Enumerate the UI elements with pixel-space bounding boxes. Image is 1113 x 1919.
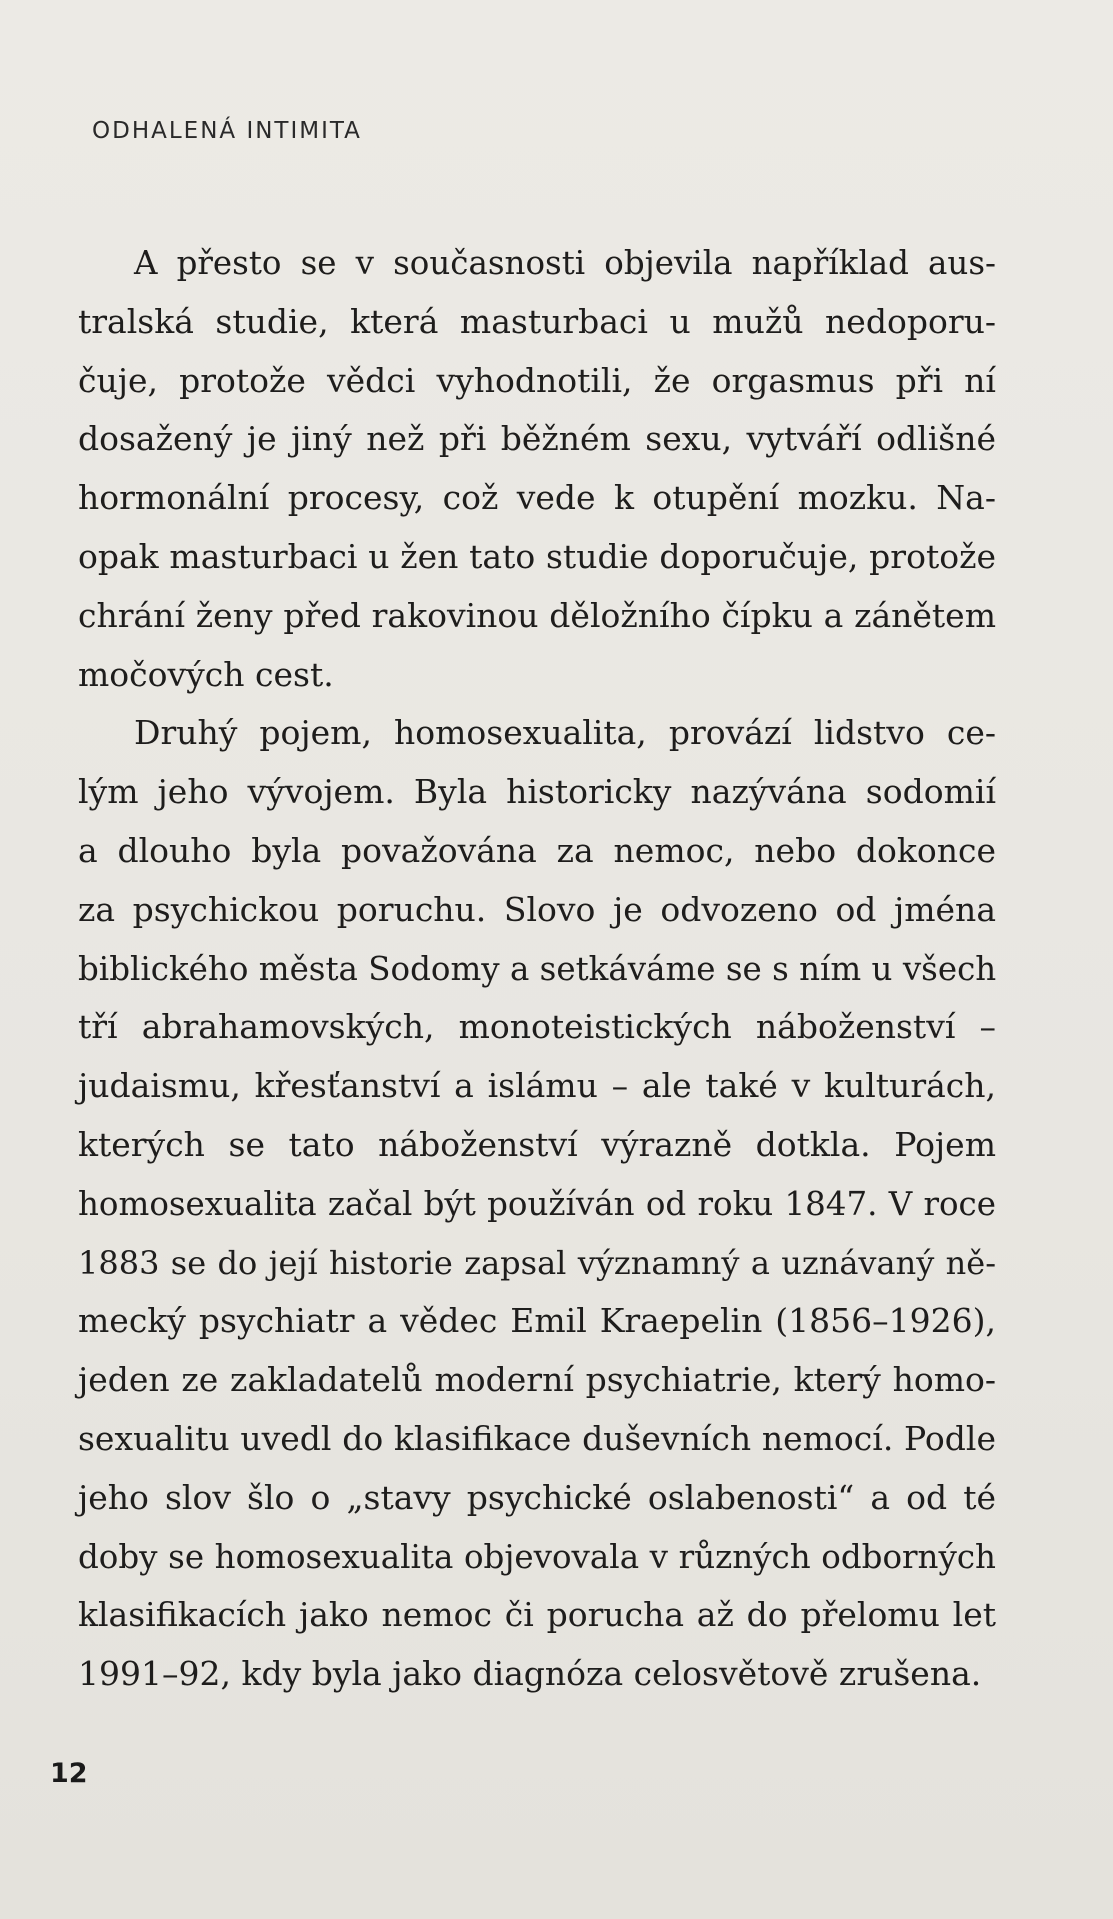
- text-line: opak masturbaci u žen tato studie doporučuje, protože: [78, 536, 996, 576]
- text-line: a dlouho byla považována za nemoc, nebo dokonce: [78, 830, 996, 870]
- text-line: biblického města Sodomy a setkáváme se s ním u všech: [78, 949, 997, 988]
- text-line: A přesto se v současnosti objevila například aus-: [134, 244, 996, 282]
- text-line: jeho slov šlo o „stavy psychické oslabenosti“ a od té: [78, 1477, 996, 1517]
- text-line: tří abrahamovských, monoteistických náboženství –: [78, 1007, 996, 1047]
- body-text: [78, 234, 996, 1704]
- text-line: Druhý pojem, homosexualita, provází lidstvo ce-: [134, 713, 996, 753]
- text-line: mecký psychiatr a vědec Emil Kraepelin (1856–1926),: [78, 1301, 996, 1341]
- text-line: hormonální procesy, což vede k otupění mozku. Na-: [78, 478, 996, 518]
- text-line: čuje, protože vědci vyhodnotili, že orgasmus při ní: [78, 360, 996, 400]
- text-line: judaismu, křesťanství a islámu – ale také v kulturách,: [78, 1066, 996, 1106]
- text-line: sexualitu uvedl do klasifikace duševních nemocí. Podle: [78, 1418, 996, 1458]
- text-line: dosažený je jiný než při běžném sexu, vytváří odlišné: [78, 419, 996, 459]
- running-header: ODHALENÁ INTIMITA: [92, 118, 362, 144]
- text-line: tralská studie, která masturbaci u mužů nedoporu-: [78, 301, 996, 341]
- text-line: za psychickou poruchu. Slovo je odvozeno od jména: [78, 889, 996, 929]
- text-line: močových cest.: [78, 654, 334, 694]
- page-number: 12: [50, 1758, 88, 1789]
- text-line: doby se homosexualita objevovala v různých odborných: [78, 1537, 996, 1576]
- text-line: klasifikacích jako nemoc či porucha až do přelomu let: [78, 1595, 996, 1635]
- text-line: kterých se tato náboženství výrazně dotkla. Pojem: [78, 1124, 996, 1164]
- text-line: lým jeho vývojem. Byla historicky nazývána sodomií: [78, 772, 996, 812]
- text-line: jeden ze zakladatelů moderní psychiatrie, který homo-: [78, 1360, 996, 1400]
- text-line: homosexualita začal být používán od roku 1847. V roce: [78, 1184, 996, 1223]
- text-line: chrání ženy před rakovinou děložního čípku a zánětem: [78, 595, 996, 635]
- text-line: 1883 se do její historie zapsal významný a uznávaný ně-: [78, 1243, 996, 1282]
- text-line: 1991–92, kdy byla jako diagnóza celosvětově zrušena.: [78, 1654, 982, 1694]
